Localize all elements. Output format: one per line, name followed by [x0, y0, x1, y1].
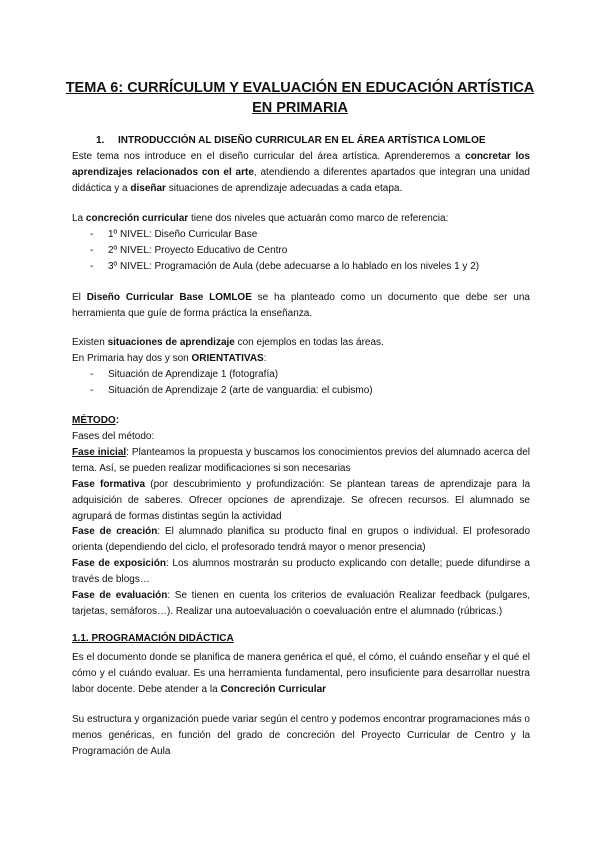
situaciones-text-2: con ejemplos en todas las áreas.	[234, 337, 384, 348]
dash-bullet-icon: -	[90, 229, 94, 240]
concrecion-text-1: La	[72, 213, 86, 224]
situation-1-text: Situación de Aprendizaje 1 (fotografía)	[108, 369, 279, 380]
phase-name: Fase de creación	[72, 526, 158, 537]
primaria-paragraph	[72, 351, 267, 367]
programacion-text: Es el documento donde se planifica de manera genérica el qué, el cómo, el cuándo enseñar y el qué el cómo y el cuándo evaluar. Es una herramienta fundamental, pero insuficiente para desarrollar nuestra labor docente. Debe atender a la	[72, 652, 530, 696]
primaria-text-2: :	[263, 353, 267, 364]
programacion-paragraph	[72, 650, 530, 699]
phase-text: : Planteamos la propuesta y buscamos los conocimientos previos del alumnado acerca del tema. Así, se pueden realizar modificaciones si son necesarias	[72, 447, 531, 475]
primaria-bold: ORIENTATIVAS	[191, 353, 264, 364]
phases-label: Fases del método:	[72, 431, 155, 442]
phase-exposicion	[72, 556, 530, 588]
intro-text-2: , atendiendo a diferentes apartados que integran una unidad didáctica y a	[72, 167, 530, 195]
phase-formativa	[72, 477, 530, 526]
intro-paragraph	[72, 149, 530, 198]
situaciones-paragraph	[72, 335, 384, 351]
intro-bold-1: concretar los aprendizajes relacionados con el arte	[72, 151, 530, 179]
section-1-number: 1.	[96, 135, 105, 146]
phase-text: : Los alumnos mostrarán su producto explicando con detalle; puede difundirse a través de blogs…	[72, 558, 530, 586]
intro-text-1: Este tema nos introduce en el diseño curricular del área artística. Aprenderemos a	[72, 151, 466, 162]
diseno-bold: Diseño Curricular Base LOMLOE	[86, 292, 252, 303]
phase-inicial	[72, 445, 530, 477]
phase-name: Fase de exposición	[72, 558, 166, 569]
title-line-2: EN PRIMARIA	[252, 100, 348, 116]
dash-bullet-icon: -	[90, 245, 94, 256]
situaciones-bold: situaciones de aprendizaje	[107, 337, 235, 348]
method-heading-colon: :	[115, 415, 120, 426]
programacion-bold: Concreción Curricular	[220, 684, 327, 696]
situation-2-text: Situación de Aprendizaje 2 (arte de vanguardia: el cubismo)	[108, 385, 373, 396]
section-1-heading	[96, 135, 486, 146]
phase-text: : El alumnado planifica su producto final en grupos o individual. El profesorado orienta (dependiendo del ciclo, el profesorado tendrá mayor o menor presencia)	[72, 526, 531, 554]
phase-name: Fase de evaluación	[72, 590, 168, 601]
document-title	[60, 78, 540, 118]
phase-creacion	[72, 524, 530, 556]
diseno-text-1: El	[72, 292, 87, 303]
concrecion-bold: concreción curricular	[85, 213, 189, 224]
method-heading-text: MÉTODO	[72, 415, 116, 426]
dash-bullet-icon: -	[90, 385, 94, 396]
level-2-text: 2º NIVEL: Proyecto Educativo de Centro	[108, 245, 288, 256]
level-1-text: 1º NIVEL: Diseño Curricular Base	[108, 229, 258, 240]
method-heading	[72, 413, 119, 429]
phase-name: Fase inicial	[72, 447, 127, 458]
primaria-text-1: En Primaria hay dos y son	[72, 353, 192, 364]
dash-bullet-icon: -	[90, 369, 94, 380]
intro-text-3: situaciones de aprendizaje adecuadas a cada etapa.	[165, 183, 403, 195]
situaciones-text-1: Existen	[72, 337, 108, 348]
dash-bullet-icon: -	[90, 261, 94, 272]
concrecion-text-2: tiene dos niveles que actuarán como marco de referencia:	[188, 213, 449, 224]
phase-text: : Se tienen en cuenta los criterios de evaluación Realizar feedback (pulgares, tarjetas, semáforos…). Realizar una autoevaluación o coevaluación entre el alumnado (rúbricas.)	[72, 590, 531, 618]
diseno-paragraph	[72, 290, 530, 322]
phase-name: Fase formativa	[72, 479, 146, 490]
estructura-paragraph: Su estructura y organización puede variar según el centro y podemos encontrar programaciones más o menos genéricas, en función del grado de concreción del Proyecto Curricular de Centro y la Programación de Aula	[72, 714, 530, 758]
concrecion-paragraph	[72, 211, 448, 227]
phase-evaluacion	[72, 588, 530, 620]
section-1-heading-text: INTRODUCCIÓN AL DISEÑO CURRICULAR EN EL ÁREA ARTÍSTICA LOMLOE	[118, 135, 486, 146]
intro-bold-2: diseñar	[130, 183, 166, 195]
phase-text: (por descubrimiento y profundización: Se plantean tareas de aprendizaje para la adquisición de saberes. Ofrecer opciones de aprendizaje. Se ofrecen recursos. El alumnado se agrupará de formas distintas según la actividad	[72, 479, 531, 523]
section-1-1-heading: 1.1. PROGRAMACIÓN DIDÁCTICA	[72, 633, 234, 644]
level-3-text: 3º NIVEL: Programación de Aula (debe adecuarse a lo hablado en los niveles 1 y 2)	[108, 261, 480, 272]
title-line-1: TEMA 6: CURRÍCULUM Y EVALUACIÓN EN EDUCACIÓN ARTÍSTICA	[65, 80, 535, 96]
diseno-text-2: se ha planteado como un documento que debe ser una herramienta que guíe de forma práctica la enseñanza.	[72, 292, 530, 320]
